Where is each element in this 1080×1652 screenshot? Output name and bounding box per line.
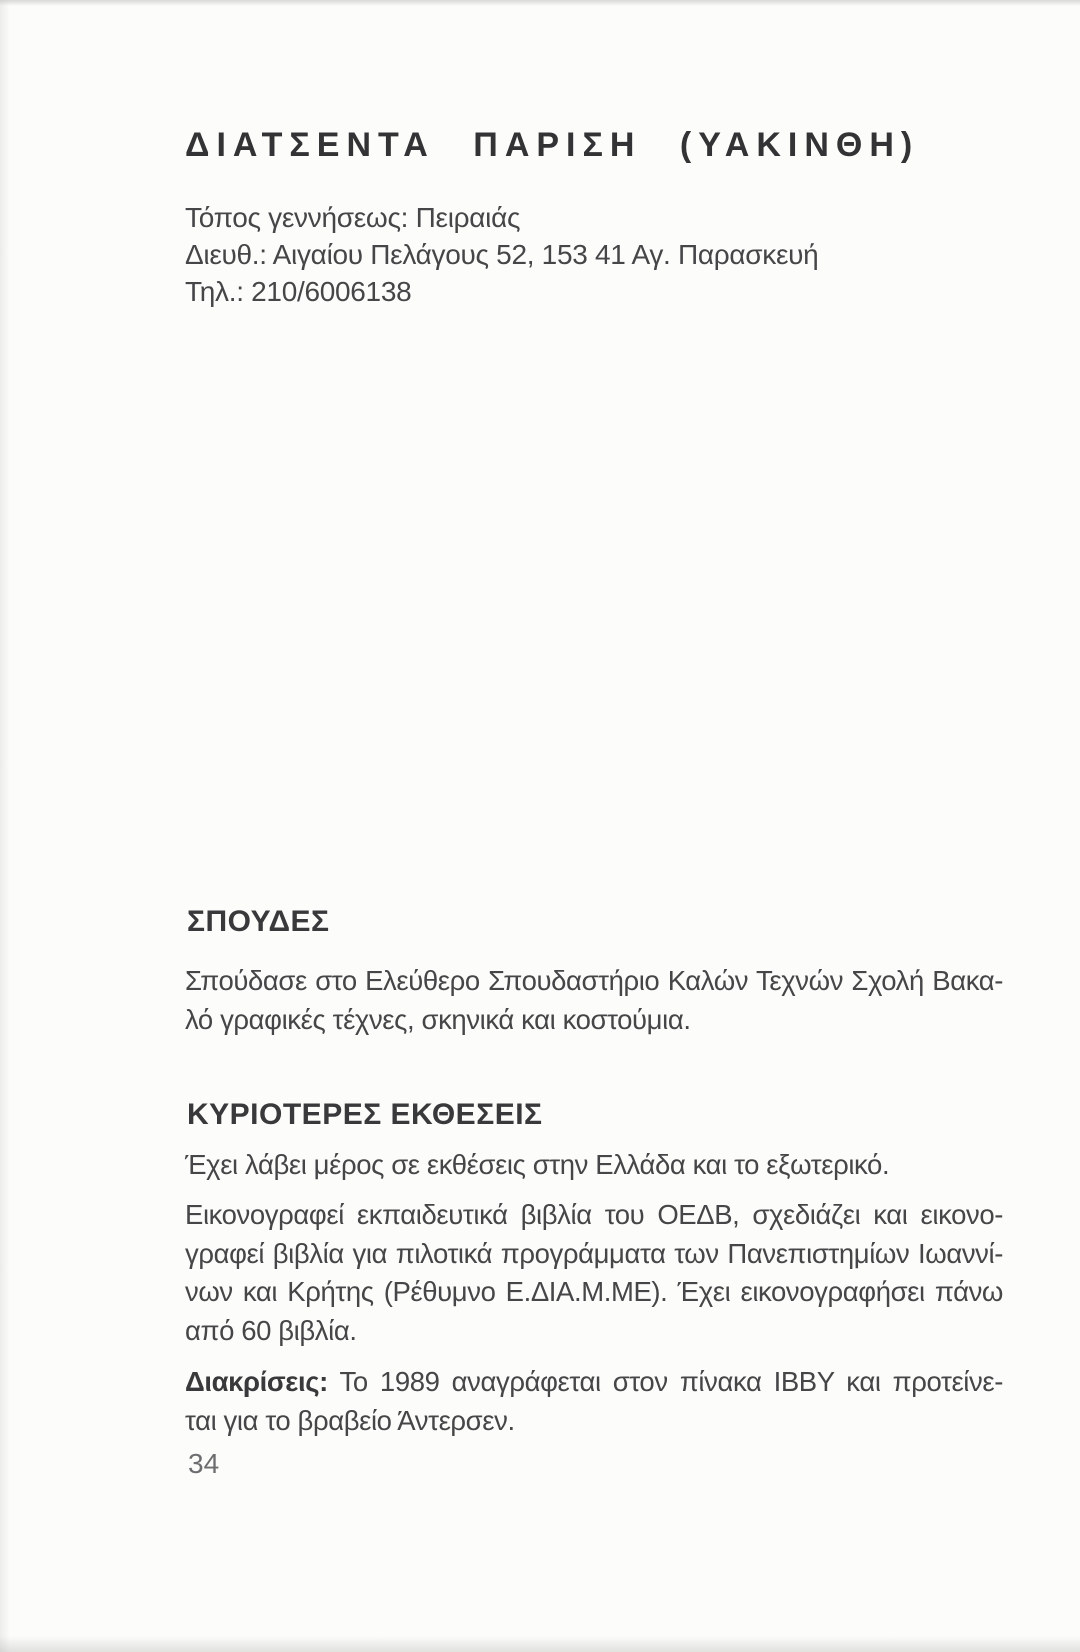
- page-number: 34: [188, 1448, 220, 1479]
- awards-paragraph: [185, 1363, 1003, 1440]
- exhibitions-body-paragraph: [185, 1196, 1003, 1350]
- awards-line-text: Το 1989 αναγράφεται στον πίνακα IBBY και προτείνε-: [339, 1366, 1003, 1397]
- studies-section-heading: ΣΠΟΥΔΕΣ: [187, 905, 330, 938]
- studies-paragraph: [185, 962, 1003, 1039]
- exhibitions-section-heading: ΚΥΡΙΟΤΕΡΕΣ ΕΚΘΕΣΕΙΣ: [187, 1098, 543, 1131]
- entry-title: ΔΙΑΤΣΕΝΤΑ ΠΑΡΙΣΗ (ΥΑΚΙΝΘΗ): [185, 126, 920, 164]
- exhibitions-body-line: νων και Κρήτης (Ρέθυμνο Ε.ΔΙΑ.Μ.ΜΕ). Έχει εικονογραφήσει πάνω: [185, 1276, 1003, 1307]
- awards-line: ται για το βραβείο Άντερσεν.: [185, 1404, 515, 1436]
- birthplace-line: Τόπος γεννήσεως: Πειραιάς: [185, 202, 521, 233]
- exhibitions-intro-paragraph: [185, 1146, 1003, 1185]
- scan-artifact-top-edge: [0, 0, 1080, 6]
- scan-artifact-bottom-edge: [0, 1636, 1080, 1652]
- exhibitions-body-line: γραφεί βιβλία για πιλοτικά προγράμματα των Πανεπιστημίων Ιωαννί-: [185, 1237, 1003, 1269]
- exhibitions-body-line: Εικονογραφεί εκπαιδευτικά βιβλία του ΟΕΔΒ, σχεδιάζει και εικονο-: [185, 1199, 1003, 1230]
- address-line: Διευθ.: Αιγαίου Πελάγους 52, 153 41 Αγ. Παρασκευή: [185, 239, 819, 270]
- exhibitions-body-line: από 60 βιβλία.: [185, 1314, 357, 1346]
- awards-line: [185, 1363, 1003, 1402]
- contact-block: [185, 199, 818, 310]
- phone-line: Τηλ.: 210/6006138: [185, 276, 412, 307]
- awards-label: Διακρίσεις:: [185, 1366, 328, 1397]
- exhibitions-intro-line: Έχει λάβει μέρος σε εκθέσεις στην Ελλάδα και το εξωτερικό.: [185, 1149, 890, 1180]
- scan-artifact-left-edge: [0, 0, 10, 1652]
- studies-paragraph-line: Σπούδασε στο Ελεύθερο Σπουδαστήριο Καλών Τεχνών Σχολή Βακα-: [185, 965, 1003, 996]
- studies-paragraph-line: λό γραφικές τέχνες, σκηνικά και κοστούμια.: [185, 1003, 691, 1035]
